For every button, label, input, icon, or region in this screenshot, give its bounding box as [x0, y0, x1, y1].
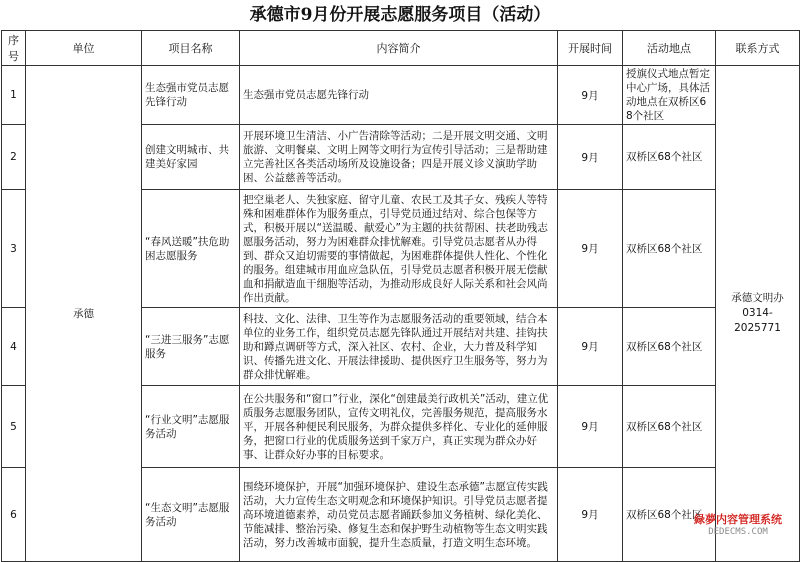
page-title: 承德市9月份开展志愿服务项目（活动）: [249, 5, 551, 25]
header-contact: 联系方式: [716, 31, 800, 66]
row-name: “春风送暖”扶危助困志愿服务: [142, 190, 240, 308]
watermark-line2: DEDECMS.COM: [708, 527, 768, 537]
header-unit: 单位: [26, 31, 142, 66]
row-seq: 6: [2, 468, 26, 562]
row-place: 双桥区68个社区: [623, 468, 716, 562]
row-name: “三进三服务”志愿服务: [142, 308, 240, 386]
row-seq: 5: [2, 386, 26, 468]
row-intro: 把空巢老人、失独家庭、留守儿童、农民工及其子女、残疾人等特殊和困难群体作为服务重点，引导党员通过结对、综合包保等方式，积极开展以“送温暖、献爱心”为主题的扶贫帮困、扶老助残志愿服务活动，努力为困难群众排忧解难。引导党员志愿者从办得到、群众又迫切需要的事情做起，为困难群体提供人性化、个性化的服务。组建城市用血应急队伍，引导党员志愿者积极开展无偿献血和捐献造血干细胞等活动，为推动形成良好人际关系和社会风尚作出贡献。: [240, 190, 558, 308]
row-place: 授旗仪式地点暂定中心广场，具体活动地点在双桥区68个社区: [623, 66, 716, 125]
row-time: 9月: [558, 386, 623, 468]
header-time: 开展时间: [558, 31, 623, 66]
row-intro: 在公共服务和“窗口”行业，深化“创建最美行政机关”活动，建立优质服务志愿服务团队，宣传文明礼仪，完善服务规范，提高服务水平，开展各种便民利民服务，为群众提供多样化、专业化的延伸服务，把窗口行业的优质服务送到千家万户，真正实现为群众办好事、让群众好办事的目标要求。: [240, 386, 558, 468]
row-time: 9月: [558, 125, 623, 190]
row-name: 生态强市党员志愿先锋行动: [142, 66, 240, 125]
table-row: [2, 66, 800, 125]
header-intro: 内容简介: [240, 31, 558, 66]
header-name: 项目名称: [142, 31, 240, 66]
unit-cell: 承德: [26, 66, 142, 562]
volunteer-project-table: [1, 30, 800, 562]
row-time: 9月: [558, 308, 623, 386]
row-name: “生态文明”志愿服务活动: [142, 468, 240, 562]
row-seq: 3: [2, 190, 26, 308]
header-seq: 序号: [2, 31, 26, 66]
row-place: 双桥区68个社区: [623, 308, 716, 386]
contact-cell: 承德文明办 0314-2025771: [716, 66, 800, 562]
row-place: 双桥区68个社区: [623, 125, 716, 190]
watermark-line1: 緑夢内容管理系统: [694, 513, 782, 526]
row-seq: 2: [2, 125, 26, 190]
row-seq: 1: [2, 66, 26, 125]
header-place: 活动地点: [623, 31, 716, 66]
row-intro: 开展环境卫生清洁、小广告清除等活动；二是开展文明交通、文明旅游、文明餐桌、文明上网等文明行为宣传引导活动；三是帮助建立完善社区各类活动场所及设施设备；四是开展义诊义演助学助困、公益慈善等活动。: [240, 125, 558, 190]
row-name: 创建文明城市、共建美好家园: [142, 125, 240, 190]
row-time: 9月: [558, 190, 623, 308]
row-seq: 4: [2, 308, 26, 386]
table-header-row: [2, 31, 800, 66]
row-intro: 围绕环境保护，开展“加强环境保护、建设生态承德”志愿宣传实践活动，大力宣传生态文明观念和环境保护知识。引导党员志愿者提高环境道德素养，动员党员志愿者踊跃参加义务植树、绿化美化、节能减排、整治污染、修复生态和保护野生动植物等生态文明实践活动，努力改善城市面貌，提升生态质量，打造文明生态环境。: [240, 468, 558, 562]
row-intro: 生态强市党员志愿先锋行动: [240, 66, 558, 125]
row-place: 双桥区68个社区: [623, 386, 716, 468]
row-name: “行业文明”志愿服务活动: [142, 386, 240, 468]
row-time: 9月: [558, 66, 623, 125]
row-time: 9月: [558, 468, 623, 562]
row-intro: 科技、文化、法律、卫生等作为志愿服务活动的重要领域，结合本单位的业务工作，组织党员志愿先锋队通过开展结对共建、挂钩扶助和蹲点调研等方式，深入社区、农村、企业，大力普及科学知识、传播先进文化、开展法律援助、提供医疗卫生服务等，努力为群众排忧解难。: [240, 308, 558, 386]
watermark: [679, 514, 797, 538]
row-place: 双桥区68个社区: [623, 190, 716, 308]
